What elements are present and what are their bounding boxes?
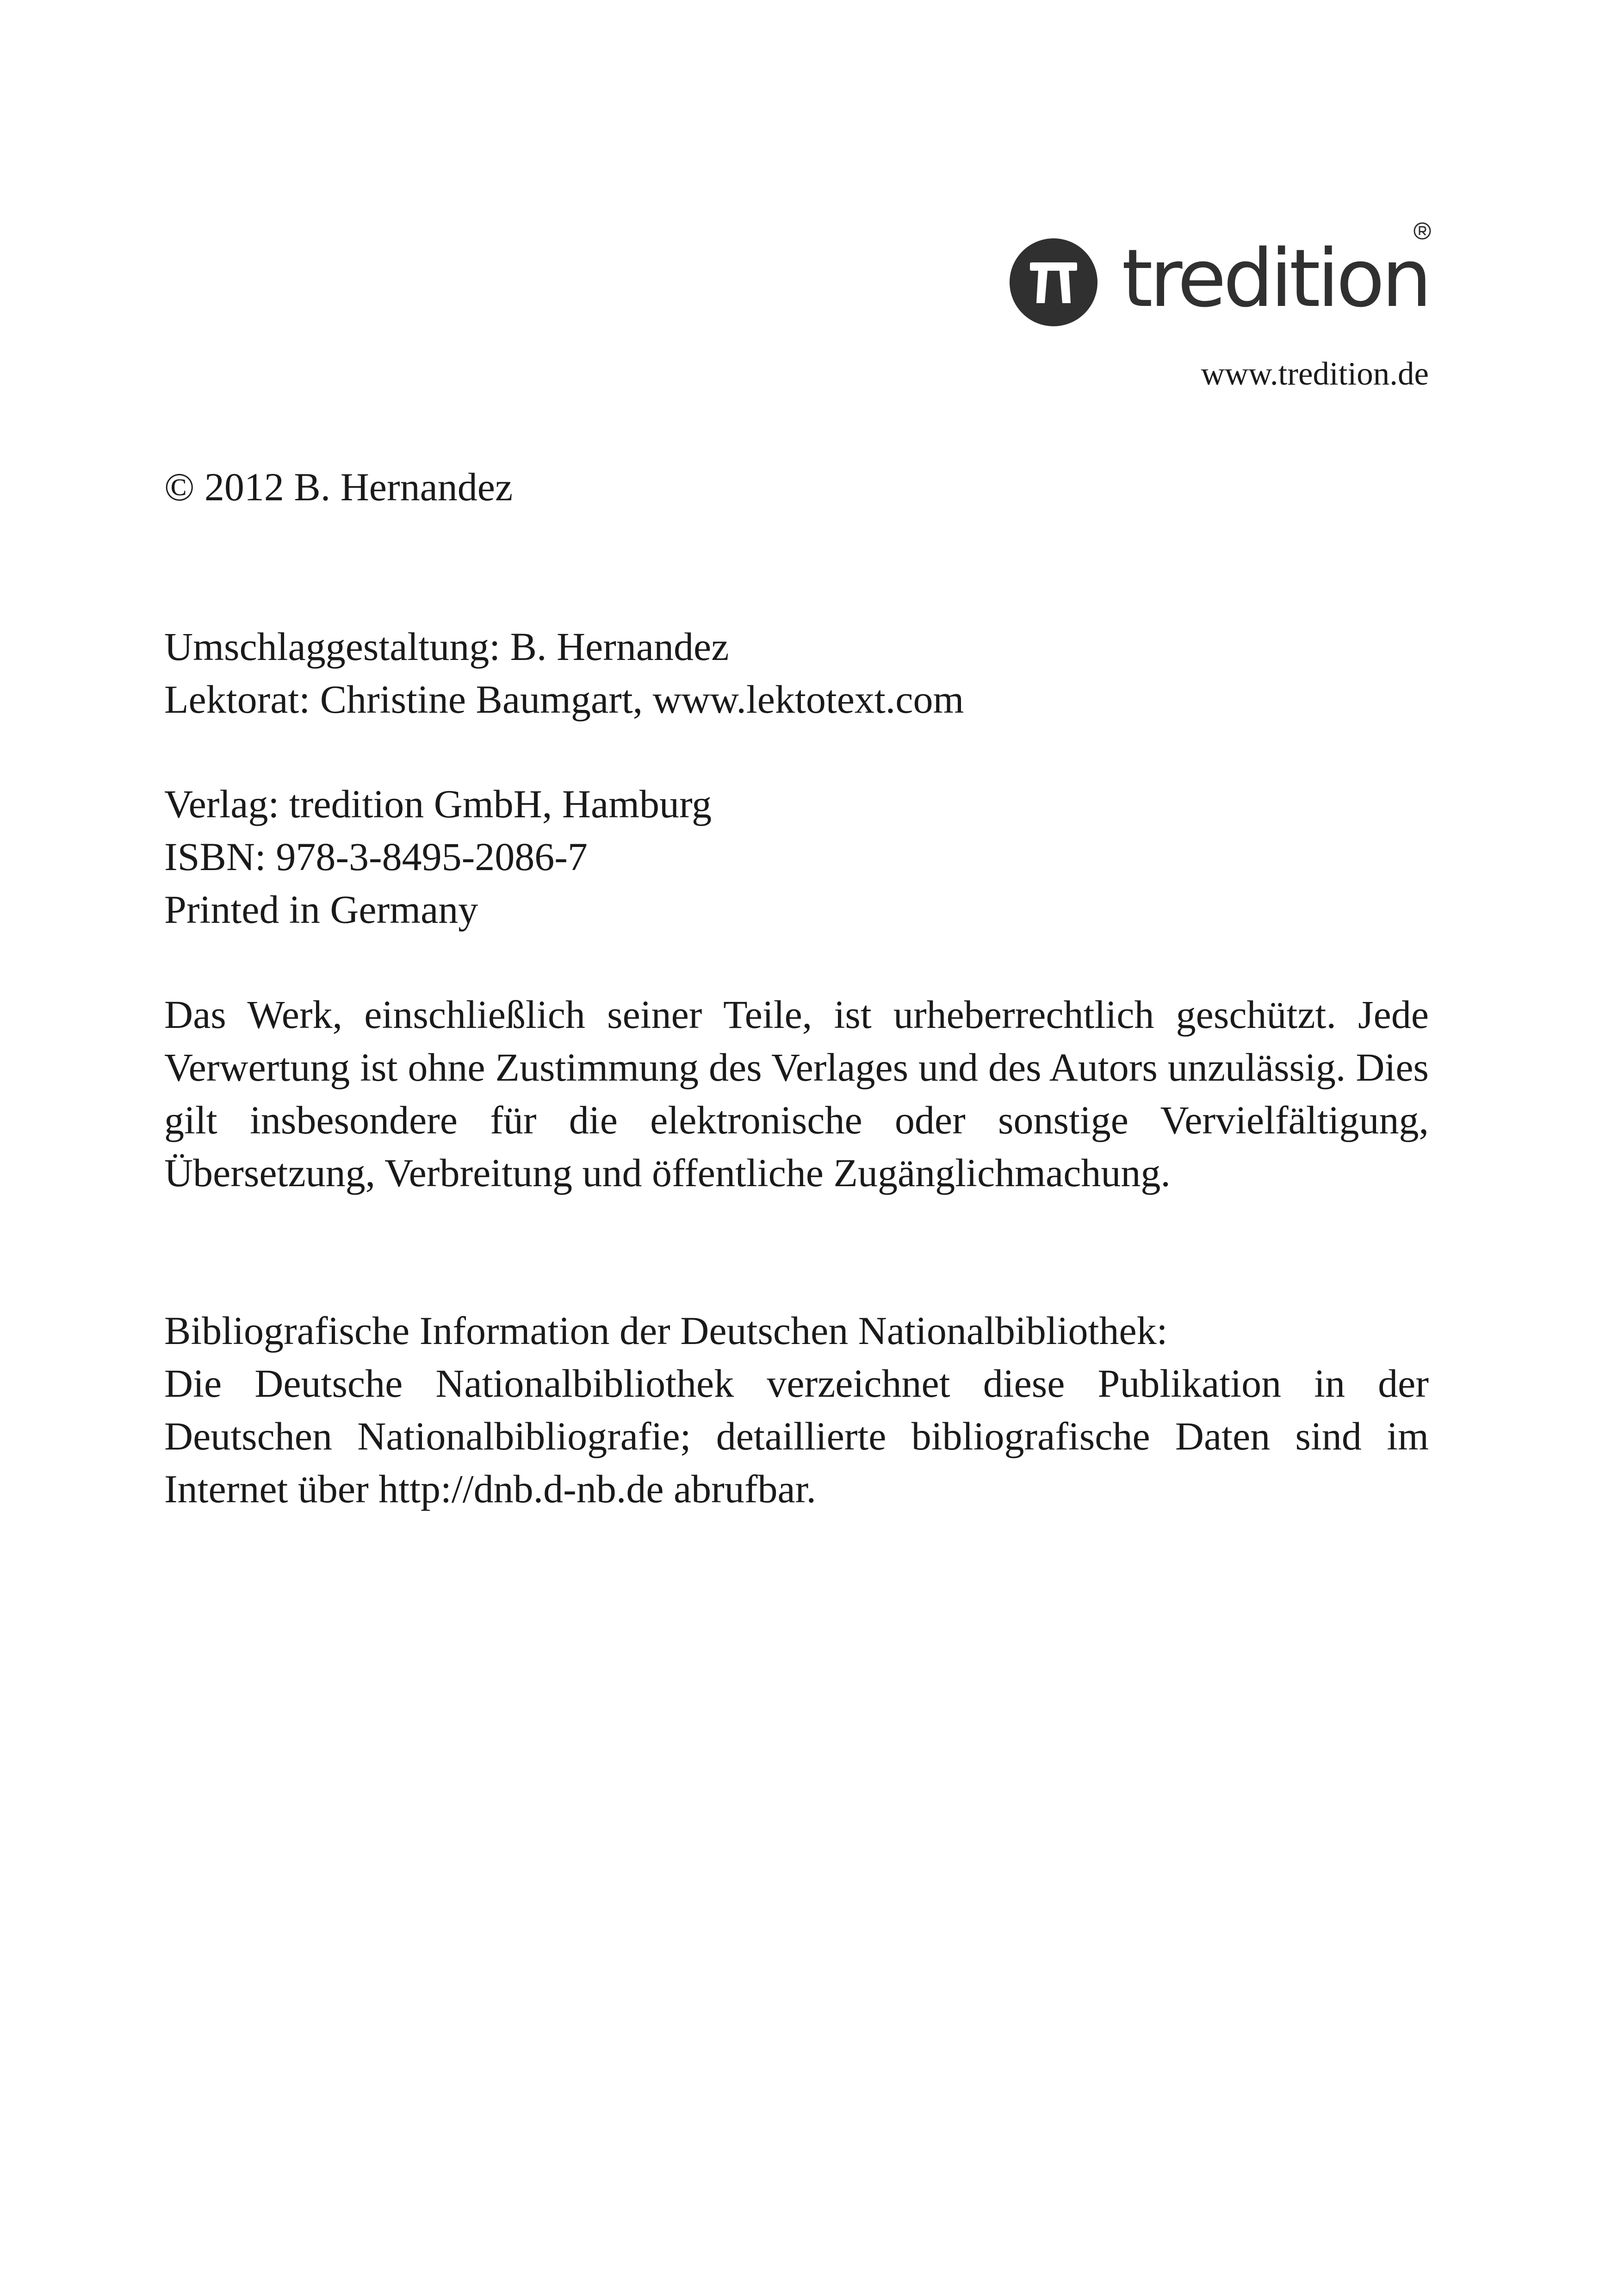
tredition-logo-icon	[1010, 238, 1097, 326]
imprint-page	[164, 0, 1429, 2296]
publisher-block	[164, 778, 1429, 936]
bibliographic-text: Die Deutsche Nationalbibliothek verzeichnet diese Publikation in der Deutschen Nationalbibliografie; detaillierte bibliografische Daten sind im Internet über http://dnb.d-nb.de abrufbar.	[164, 1361, 1429, 1511]
publisher-line: Verlag: tredition GmbH, Hamburg	[164, 782, 712, 826]
logo-wordmark: tredition	[1122, 232, 1429, 325]
printed-line: Printed in Germany	[164, 887, 478, 932]
editing-credit: Lektorat: Christine Baumgart, www.lektotext.com	[164, 677, 964, 722]
isbn-line: ISBN: 978-3-8495-2086-7	[164, 834, 588, 879]
publisher-logo	[1010, 234, 1429, 331]
copyright-notice-text: Das Werk, einschließlich seiner Teile, ist urheberrechtlich geschützt. Jede Verwertung ist ohne Zustimmung des Verlages und des Autors unzulässig. Dies gilt insbesondere für die elektronische oder sonstige Vervielfältigung, Übersetzung, Verbreitung und öffentliche Zugänglichmachung.	[164, 992, 1429, 1195]
registered-trademark-icon	[1413, 222, 1432, 240]
bibliographic-heading: Bibliografische Information der Deutschen Nationalbibliothek:	[164, 1308, 1168, 1353]
cover-design-credit: Umschlaggestaltung: B. Hernandez	[164, 624, 729, 669]
publisher-url: www.tredition.de	[1201, 356, 1429, 392]
copyright-notice	[164, 988, 1429, 1199]
bibliographic-info	[164, 1304, 1429, 1515]
copyright-line: © 2012 B. Hernandez	[164, 465, 513, 509]
credits-block	[164, 620, 1429, 726]
